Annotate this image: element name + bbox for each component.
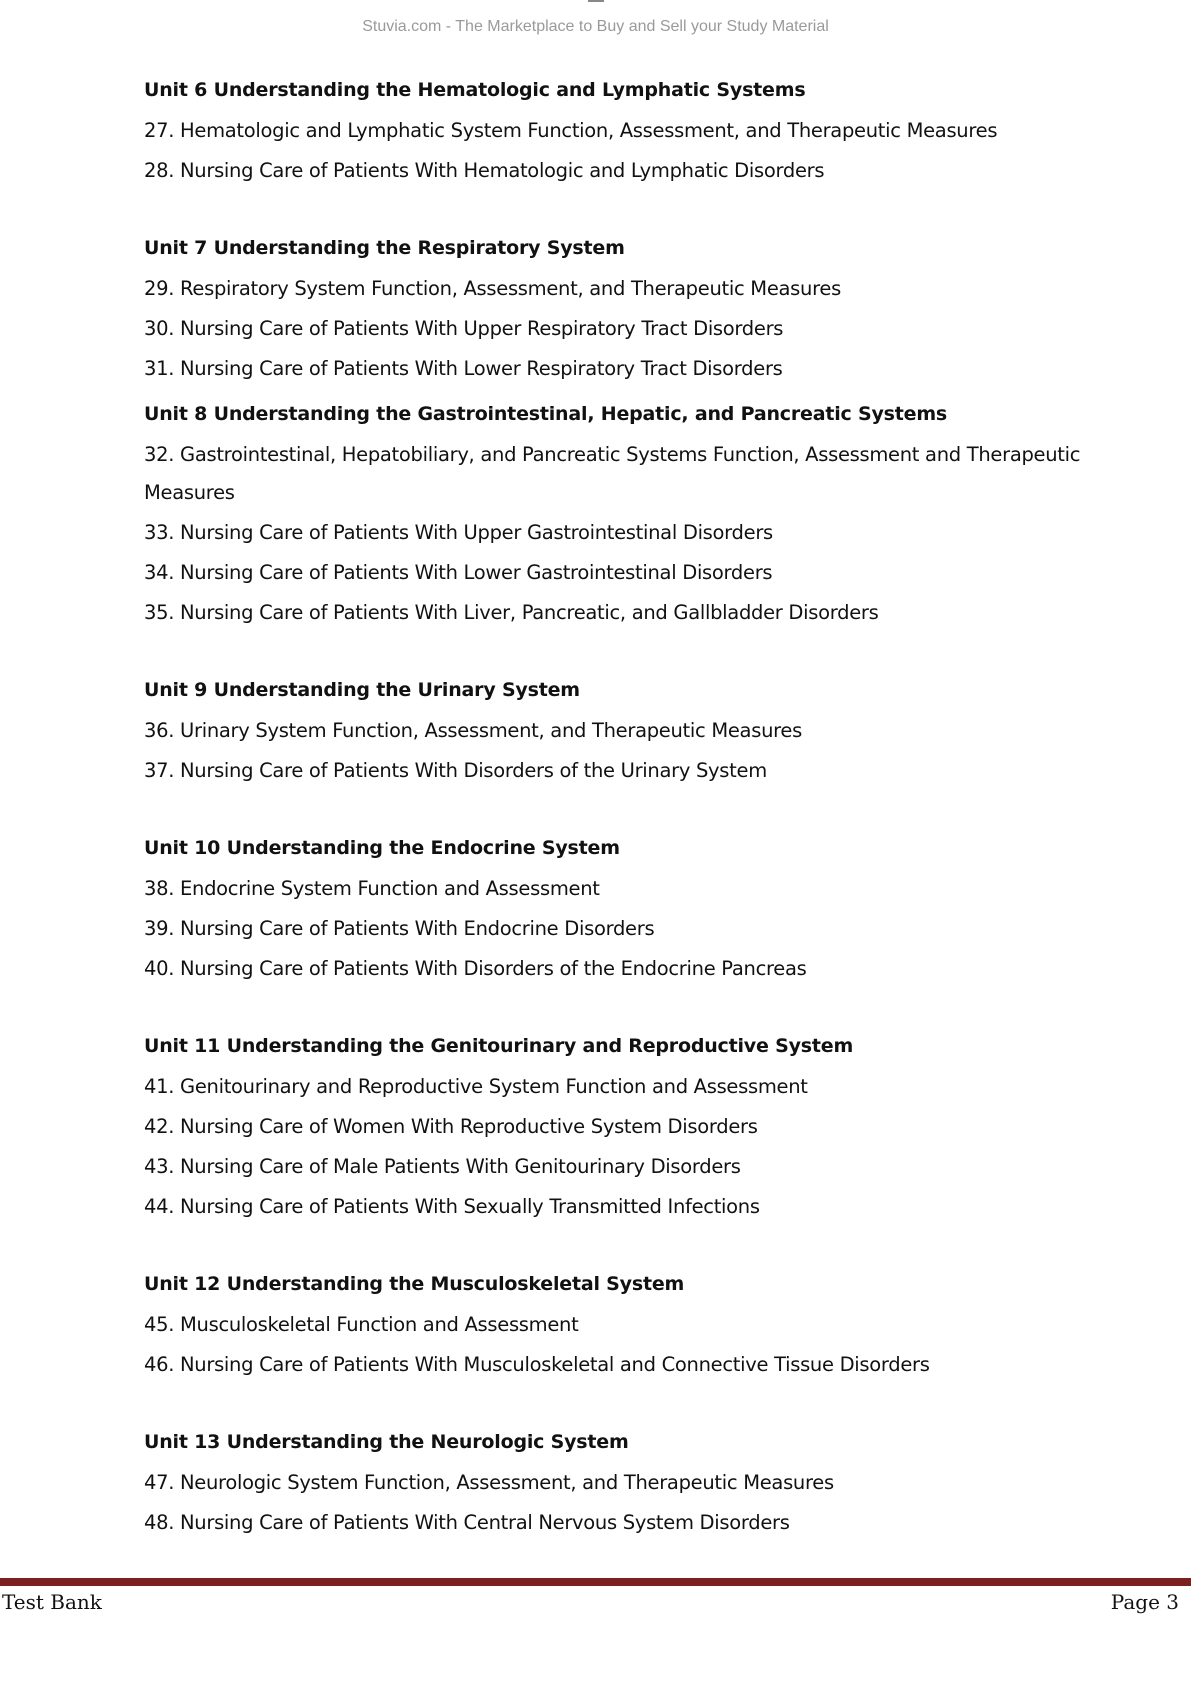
chapter-item: 48. Nursing Care of Patients With Central Nervous System Disorders xyxy=(144,1511,790,1534)
chapter-item: 38. Endocrine System Function and Assessment xyxy=(144,877,600,900)
footer-divider xyxy=(0,1578,1191,1586)
chapter-item: 40. Nursing Care of Patients With Disorders of the Endocrine Pancreas xyxy=(144,957,807,980)
chapter-item: 36. Urinary System Function, Assessment, and Therapeutic Measures xyxy=(144,719,802,742)
unit-11 xyxy=(144,1028,1084,1226)
unit-title: Unit 8 Understanding the Gastrointestinal, Hepatic, and Pancreatic Systems xyxy=(144,403,948,425)
chapter-item: 41. Genitourinary and Reproductive System Function and Assessment xyxy=(144,1075,808,1098)
top-edge-mark xyxy=(588,0,604,2)
unit-title: Unit 6 Understanding the Hematologic and Lymphatic Systems xyxy=(144,79,806,101)
chapter-item: 42. Nursing Care of Women With Reproductive System Disorders xyxy=(144,1115,758,1138)
chapter-item: 32. Gastrointestinal, Hepatobiliary, and Pancreatic Systems Function, Assessment and Therapeutic Measures xyxy=(144,443,1081,504)
unit-title: Unit 9 Understanding the Urinary System xyxy=(144,679,580,701)
unit-title: Unit 7 Understanding the Respiratory System xyxy=(144,237,625,259)
chapter-item: 44. Nursing Care of Patients With Sexually Transmitted Infections xyxy=(144,1195,760,1218)
chapter-item: 46. Nursing Care of Patients With Musculoskeletal and Connective Tissue Disorders xyxy=(144,1353,930,1376)
unit-9 xyxy=(144,672,1084,790)
table-of-contents xyxy=(144,72,1084,1582)
chapter-item: 33. Nursing Care of Patients With Upper Gastrointestinal Disorders xyxy=(144,521,773,544)
chapter-item: 29. Respiratory System Function, Assessment, and Therapeutic Measures xyxy=(144,277,841,300)
unit-10 xyxy=(144,830,1084,988)
chapter-item: 39. Nursing Care of Patients With Endocrine Disorders xyxy=(144,917,655,940)
chapter-item: 27. Hematologic and Lymphatic System Function, Assessment, and Therapeutic Measures xyxy=(144,119,998,142)
chapter-item: 30. Nursing Care of Patients With Upper Respiratory Tract Disorders xyxy=(144,317,784,340)
chapter-item: 37. Nursing Care of Patients With Disorders of the Urinary System xyxy=(144,759,767,782)
stuvia-watermark: Stuvia.com - The Marketplace to Buy and Sell your Study Material xyxy=(362,18,829,35)
footer-title: Test Bank xyxy=(2,1590,102,1614)
chapter-item: 43. Nursing Care of Male Patients With Genitourinary Disorders xyxy=(144,1155,741,1178)
unit-title: Unit 10 Understanding the Endocrine System xyxy=(144,837,620,859)
chapter-item: 28. Nursing Care of Patients With Hematologic and Lymphatic Disorders xyxy=(144,159,825,182)
unit-12 xyxy=(144,1266,1084,1384)
unit-title: Unit 12 Understanding the Musculoskeletal System xyxy=(144,1273,685,1295)
unit-13 xyxy=(144,1424,1084,1542)
chapter-item: 47. Neurologic System Function, Assessment, and Therapeutic Measures xyxy=(144,1471,834,1494)
page-number: Page 3 xyxy=(1110,1590,1179,1614)
unit-6 xyxy=(144,72,1084,190)
unit-title: Unit 11 Understanding the Genitourinary and Reproductive System xyxy=(144,1035,854,1057)
chapter-item: 31. Nursing Care of Patients With Lower Respiratory Tract Disorders xyxy=(144,357,783,380)
unit-title: Unit 13 Understanding the Neurologic System xyxy=(144,1431,629,1453)
unit-8 xyxy=(144,396,1084,632)
chapter-item: 45. Musculoskeletal Function and Assessment xyxy=(144,1313,579,1336)
chapter-item: 34. Nursing Care of Patients With Lower Gastrointestinal Disorders xyxy=(144,561,773,584)
chapter-item: 35. Nursing Care of Patients With Liver, Pancreatic, and Gallbladder Disorders xyxy=(144,601,879,624)
unit-7 xyxy=(144,230,1084,388)
